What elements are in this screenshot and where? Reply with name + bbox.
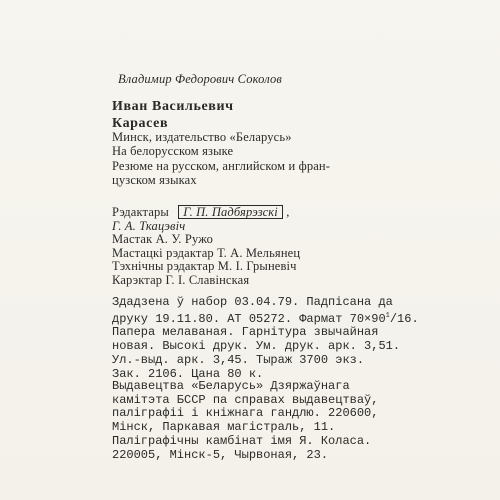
boxed-editor-name: Г. П. Падбярэзскі xyxy=(178,205,283,219)
publisher-line-5: Паліграфічны камбінат імя Я. Коласа. xyxy=(112,433,372,448)
publisher-line-3: паліграфіі і кніжнага гандлю. 220600, xyxy=(112,406,379,421)
tech-line-6: Зак. 2106. Цана 80 к. xyxy=(112,366,264,381)
tech-editor-line: Тэхнічны рэдактар М. І. Грыневіч xyxy=(112,259,297,273)
proofreader-line: Карэктар Г. І. Славінская xyxy=(112,272,250,287)
author-name xyxy=(118,73,282,87)
publisher-line-4: Мінск, Паркавая магістраль, 11. xyxy=(112,420,336,435)
publisher-line-1: Выдавецтва «Беларусь» Дзяржаўнага xyxy=(112,379,350,393)
publication-info xyxy=(112,131,292,158)
publisher-line-6: 220005, Мінск-5, Чырвоная, 23. xyxy=(112,447,329,462)
artist-line: Мастак А. У. Ружо xyxy=(112,232,214,246)
editors-label: Рэдактары xyxy=(112,205,169,219)
tech-line-3: Папера мелаваная. Гарнітура звычайная xyxy=(112,325,379,340)
tech-line-4: новая. Высокі друк. Ум. друк. арк. 3,51. xyxy=(112,339,401,354)
tech-line-2 xyxy=(112,310,419,327)
city-publisher-line: Минск, издательство «Беларусь» xyxy=(112,130,292,144)
editor-2-line: Г. А. Ткацэвіч xyxy=(112,218,186,233)
editor-comma: , xyxy=(286,205,290,219)
publisher-address xyxy=(112,380,378,462)
title-line-1: Иван Васильевич xyxy=(112,99,234,114)
technical-details xyxy=(112,296,419,381)
resume-info xyxy=(112,160,330,187)
language-line: На белорусском языке xyxy=(112,143,234,158)
format-text: друку 19.11.80. АТ 05272. Фармат 70×90 xyxy=(112,311,386,326)
credits-block xyxy=(112,205,300,287)
resume-line-2: цузском языках xyxy=(112,172,197,187)
art-editor-line: Мастацкі рэдактар Т. А. Мельянец xyxy=(112,245,301,260)
editors-line xyxy=(112,205,300,220)
resume-line-1: Резюме на русском, английском и фран- xyxy=(112,159,331,173)
publisher-line-2: камітэта БССР па справах выдавецтваў, xyxy=(112,392,379,407)
author-line: Владимир Федорович Соколов xyxy=(118,72,282,86)
tech-line-1: Здадзена ў набор 03.04.79. Падпісана да xyxy=(112,295,393,309)
format-fraction: /16. xyxy=(389,311,419,326)
format-superscript: 1 xyxy=(385,311,390,320)
tech-line-5: Ул.-выд. арк. 3,45. Тыраж 3700 экз. xyxy=(112,352,365,367)
title-line-2: Карасев xyxy=(112,116,169,131)
title-block xyxy=(112,98,234,132)
